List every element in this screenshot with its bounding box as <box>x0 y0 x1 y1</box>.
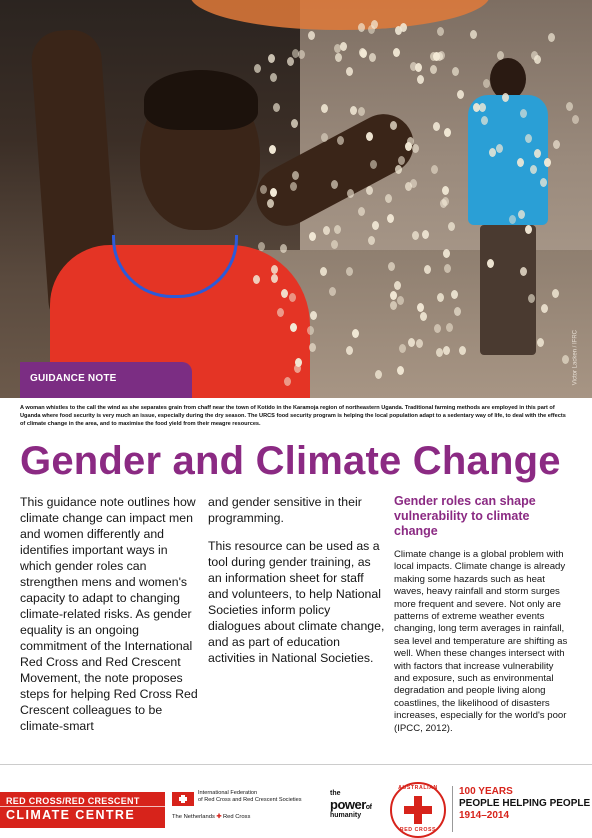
grain <box>489 148 496 157</box>
grain <box>410 179 417 188</box>
climate-centre-logo: RED CROSS/RED CRESCENT CLIMATE CENTRE <box>0 792 165 828</box>
australian-red-cross-logo: AUSTRALIAN RED CROSS <box>390 782 446 838</box>
grain <box>479 103 486 112</box>
grain <box>270 73 277 82</box>
grain <box>358 207 365 216</box>
grain <box>309 343 316 352</box>
grain <box>397 296 404 305</box>
grain <box>329 287 336 296</box>
grain <box>340 42 347 51</box>
grain <box>537 338 544 347</box>
grain <box>454 307 461 316</box>
grain <box>395 26 402 35</box>
grain <box>334 44 341 53</box>
column-2 <box>208 494 386 678</box>
grain <box>387 214 394 223</box>
grain <box>368 236 375 245</box>
photo-grains <box>250 20 592 398</box>
grain <box>271 274 278 283</box>
grain <box>368 25 375 34</box>
grain <box>394 281 401 290</box>
power-of-humanity-logo: the powerof humanity <box>330 790 372 819</box>
grain <box>393 48 400 57</box>
grain <box>442 197 449 206</box>
grain <box>268 54 275 63</box>
guidance-note-tab <box>20 362 192 398</box>
grain <box>434 324 441 333</box>
grain <box>518 210 525 219</box>
grain <box>320 267 327 276</box>
grain <box>281 289 288 298</box>
grain <box>553 140 560 149</box>
grain <box>331 180 338 189</box>
grain <box>258 242 265 251</box>
grain <box>323 226 330 235</box>
grain <box>408 338 415 347</box>
grain <box>372 221 379 230</box>
grain <box>412 144 419 153</box>
usage-paragraph: This resource can be used as a tool during gender training, as an information sheet for staff and volunteers, to help National Societies inform policy dialogues about climate change, and as part of education activities in National Societies. <box>208 539 385 665</box>
grain <box>431 165 438 174</box>
grain <box>271 265 278 274</box>
grain <box>260 185 267 194</box>
centenary-logo: 100 YEARS PEOPLE HELPING PEOPLE 1914–2014 <box>452 786 592 832</box>
grain <box>437 27 444 36</box>
grain <box>534 149 541 158</box>
grain <box>424 265 431 274</box>
grain <box>443 346 450 355</box>
grain <box>443 249 450 258</box>
grain <box>273 103 280 112</box>
grain <box>534 55 541 64</box>
grain <box>433 122 440 131</box>
grain <box>496 144 503 153</box>
grain <box>270 188 277 197</box>
guidance-note-label: GUIDANCE NOTE <box>30 373 117 384</box>
grain <box>366 186 373 195</box>
grain <box>459 346 466 355</box>
grain <box>358 23 365 32</box>
grain <box>530 165 537 174</box>
grain <box>346 267 353 276</box>
grain <box>502 93 509 102</box>
grain <box>334 225 341 234</box>
grain <box>399 344 406 353</box>
grain <box>395 165 402 174</box>
grain <box>525 225 532 234</box>
grain <box>451 290 458 299</box>
grain <box>358 107 365 116</box>
section-paragraph: Climate change is a global problem with local impacts. Climate change is already making some hazards such as heat waves, heavy rainfall and storm surges more frequent and severe. Not only are patterns of extreme weather events changing, long term averages in rainfall, sea level and temperature are shifting as well. When these changes intersect with with factors that increase vulnerability and exposure, such as environmental degradation and people living along coastlines, the likelihood of disasters increases, especially for the world's poor (IPCC, 2012). <box>394 549 568 734</box>
grain <box>520 267 527 276</box>
grain <box>388 262 395 271</box>
grain <box>308 31 315 40</box>
grain <box>572 115 579 124</box>
red-cross-icon <box>172 792 194 806</box>
grain <box>390 301 397 310</box>
grain <box>442 186 449 195</box>
grain <box>291 119 298 128</box>
grain <box>289 293 296 302</box>
grain <box>269 145 276 154</box>
grain <box>369 53 376 62</box>
photo-caption: A woman whistles to the call the wind as she separates grain from chaff near the town of Kotido in the Karamoja region of northeastern Uganda. Traditional farming methods are employed in this part of Uganda where food security is very much an issue, especially during the dry season. The URCS food security program is helping the local population adapt to a sedentary way of life, to deal with the effects of climate change in the area, and to maximise the food yield from their meagre resources. <box>20 405 566 427</box>
column-1 <box>20 494 202 746</box>
grain <box>528 294 535 303</box>
grain <box>280 244 287 253</box>
grain <box>359 48 366 57</box>
intro-paragraph: This guidance note outlines how climate change can impact men and women differently and identifies important ways in which gender roles can strengthen mens and women's capacity to adapt to changing climate-related risks. As gender equality is an ongoing commitment of the International Red Cross and Red Crescent Movement, the note proposes steps for helping Red Cross Red Crescent colleagues to be climate-smart <box>20 495 198 733</box>
grain <box>544 158 551 167</box>
grain <box>497 51 504 60</box>
grain <box>412 231 419 240</box>
grain <box>352 329 359 338</box>
grain <box>420 312 427 321</box>
grain <box>520 109 527 118</box>
grain <box>346 346 353 355</box>
grain <box>457 90 464 99</box>
grain <box>398 156 405 165</box>
ifrc-logo: International Federation of Red Cross and Red Crescent Societies The Netherlands ✚ Red Cross <box>172 790 302 820</box>
grain <box>436 348 443 357</box>
grain <box>290 323 297 332</box>
hero-photo <box>0 0 592 398</box>
grain <box>541 304 548 313</box>
grain <box>292 171 299 180</box>
grain <box>448 222 455 231</box>
grain <box>284 377 291 386</box>
grain <box>444 264 451 273</box>
grain <box>310 311 317 320</box>
grain <box>347 189 354 198</box>
grain <box>267 199 274 208</box>
section-heading: Gender roles can shape vulnerability to climate change <box>394 494 536 538</box>
grain <box>321 104 328 113</box>
grain <box>405 142 412 151</box>
grain <box>307 326 314 335</box>
grain <box>416 339 423 348</box>
grain <box>331 240 338 249</box>
grain <box>562 355 569 364</box>
grain <box>487 259 494 268</box>
grain <box>517 158 524 167</box>
grain <box>321 133 328 142</box>
footer-logos <box>0 762 592 837</box>
grain <box>385 194 392 203</box>
grain <box>287 57 294 66</box>
grain <box>370 160 377 169</box>
grain <box>509 215 516 224</box>
grain <box>470 30 477 39</box>
grain <box>437 293 444 302</box>
grain <box>415 63 422 72</box>
column-3 <box>394 494 572 735</box>
footer-divider <box>0 764 592 765</box>
grain <box>483 79 490 88</box>
grain <box>422 230 429 239</box>
grain <box>335 53 342 62</box>
grain <box>366 132 373 141</box>
grain <box>446 323 453 332</box>
grain <box>290 182 297 191</box>
grain <box>337 136 344 145</box>
grain <box>309 232 316 241</box>
grain <box>481 116 488 125</box>
grain <box>298 50 305 59</box>
page-title: Gender and Climate Change <box>20 439 561 483</box>
netherlands-red-cross-logo: The Netherlands ✚ Red Cross <box>172 814 251 820</box>
grain <box>277 308 284 317</box>
photo-credit: Victor Lacken / IFRC <box>572 330 578 386</box>
grain <box>350 106 357 115</box>
intro-paragraph-continued: and gender sensitive in their programming. <box>208 495 362 525</box>
grain <box>452 67 459 76</box>
grain <box>397 366 404 375</box>
grain <box>430 65 437 74</box>
grain <box>390 121 397 130</box>
grain <box>294 364 301 373</box>
grain <box>253 275 260 284</box>
grain <box>540 178 547 187</box>
small-cross-icon: ✚ <box>216 814 222 820</box>
grain <box>346 67 353 76</box>
grain <box>444 128 451 137</box>
grain <box>548 33 555 42</box>
grain <box>254 64 261 73</box>
grain <box>566 102 573 111</box>
grain <box>552 289 559 298</box>
grain <box>417 75 424 84</box>
grain <box>375 370 382 379</box>
grain <box>525 134 532 143</box>
